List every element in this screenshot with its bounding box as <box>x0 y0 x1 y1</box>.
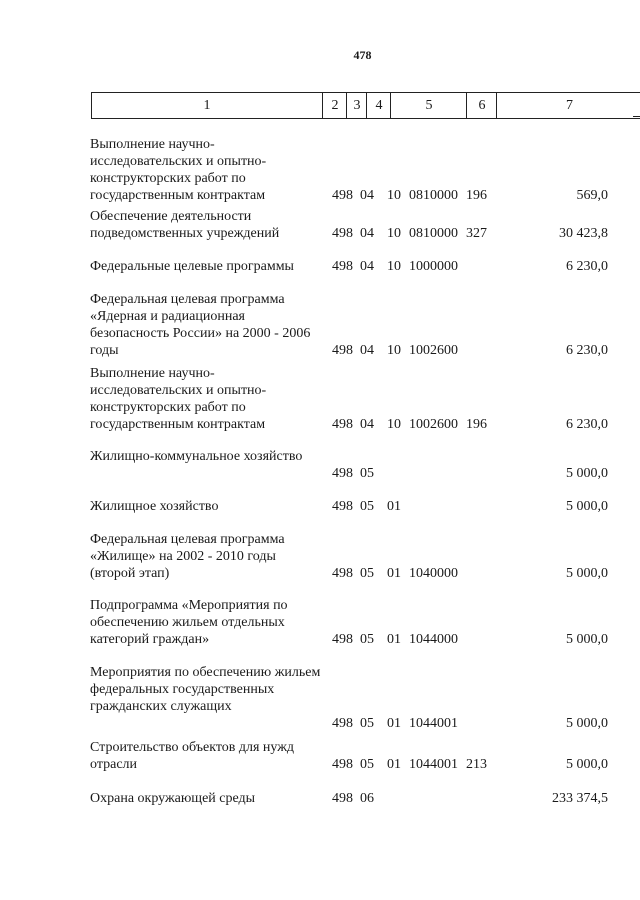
header-col-1: 1 <box>203 98 211 113</box>
row-name: Федеральная целевая программа «Жилище» на 2002 - 2010 годы (второй этап) <box>90 532 285 581</box>
row-admin-code: 498 <box>332 188 353 203</box>
row-subsection-code: 01 <box>387 757 401 772</box>
row-admin-code: 498 <box>332 417 353 432</box>
table-row <box>0 448 640 482</box>
row-name: Мероприятия по обеспечению жильем федеральных государственных гражданских служащих <box>90 665 321 714</box>
row-subsection-code: 10 <box>387 188 401 203</box>
row-name: Жилищное хозяйство <box>90 499 219 514</box>
row-amount: 5 000,0 <box>566 499 608 514</box>
row-section-code: 04 <box>360 226 374 241</box>
table-row <box>0 365 640 433</box>
row-target-code: 1002600 <box>409 343 458 358</box>
row-section-code: 06 <box>360 791 374 806</box>
row-subsection-code: 01 <box>387 716 401 731</box>
row-target-code: 1002600 <box>409 417 458 432</box>
row-name: Федеральные целевые программы <box>90 259 294 274</box>
header-col-5: 5 <box>390 93 467 118</box>
row-admin-code: 498 <box>332 632 353 647</box>
table-row <box>0 498 640 515</box>
row-amount: 569,0 <box>576 188 608 203</box>
row-subsection-code: 10 <box>387 226 401 241</box>
row-name: Федеральная целевая программа «Ядерная и радиационная безопасность России» на 2000 - 2006 годы <box>90 292 311 358</box>
row-amount: 6 230,0 <box>566 343 608 358</box>
row-admin-code: 498 <box>332 716 353 731</box>
table-row <box>0 136 640 204</box>
row-amount: 6 230,0 <box>566 259 608 274</box>
header-col-7: 7 <box>496 93 640 118</box>
row-target-code: 1044001 <box>409 716 458 731</box>
row-section-code: 04 <box>360 343 374 358</box>
row-amount: 5 000,0 <box>566 566 608 581</box>
row-amount: 5 000,0 <box>566 632 608 647</box>
row-admin-code: 498 <box>332 226 353 241</box>
row-expense-type: 196 <box>466 417 487 432</box>
header-col-3: 3 <box>346 93 367 118</box>
table-row <box>0 739 640 773</box>
row-admin-code: 498 <box>332 757 353 772</box>
row-target-code: 1044000 <box>409 632 458 647</box>
page-number: 478 <box>353 48 372 62</box>
row-admin-code: 498 <box>332 566 353 581</box>
row-subsection-code: 10 <box>387 343 401 358</box>
row-name: Выполнение научно-исследовательских и опытно-конструкторских работ по государственным контрактам <box>90 137 267 203</box>
row-amount: 6 230,0 <box>566 417 608 432</box>
row-amount: 233 374,5 <box>552 791 608 806</box>
row-expense-type: 327 <box>466 226 487 241</box>
row-name: Выполнение научно-исследовательских и опытно-конструкторских работ по государственным контрактам <box>90 366 267 432</box>
table-row <box>0 291 640 359</box>
row-section-code: 05 <box>360 757 374 772</box>
row-admin-code: 498 <box>332 259 353 274</box>
row-expense-type: 196 <box>466 188 487 203</box>
table-row <box>0 258 640 275</box>
header-col-6: 6 <box>466 93 497 118</box>
row-section-code: 05 <box>360 716 374 731</box>
row-amount: 5 000,0 <box>566 757 608 772</box>
row-admin-code: 498 <box>332 466 353 481</box>
row-target-code: 1044001 <box>409 757 458 772</box>
row-name: Охрана окружающей среды <box>90 791 256 806</box>
row-subsection-code: 10 <box>387 259 401 274</box>
row-name: Подпрограмма «Мероприятия по обеспечению жильем отдельных категорий граждан» <box>90 598 288 647</box>
table-row <box>0 531 640 582</box>
header-col-4: 4 <box>366 93 391 118</box>
row-admin-code: 498 <box>332 343 353 358</box>
table-row <box>0 664 640 732</box>
row-section-code: 04 <box>360 259 374 274</box>
row-target-code: 0810000 <box>409 188 458 203</box>
row-subsection-code: 01 <box>387 499 401 514</box>
row-subsection-code: 01 <box>387 632 401 647</box>
table-row <box>0 597 640 648</box>
row-name: Жилищно-коммунальное хозяйство <box>90 449 303 464</box>
row-section-code: 05 <box>360 499 374 514</box>
row-admin-code: 498 <box>332 791 353 806</box>
table-header <box>91 92 640 119</box>
row-target-code: 1040000 <box>409 566 458 581</box>
row-amount: 5 000,0 <box>566 716 608 731</box>
row-expense-type: 213 <box>466 757 487 772</box>
row-amount: 5 000,0 <box>566 466 608 481</box>
row-subsection-code: 01 <box>387 566 401 581</box>
table-row <box>0 790 640 807</box>
table-edge-mark <box>633 116 640 117</box>
row-subsection-code: 10 <box>387 417 401 432</box>
row-section-code: 04 <box>360 417 374 432</box>
row-section-code: 05 <box>360 466 374 481</box>
row-section-code: 04 <box>360 188 374 203</box>
row-admin-code: 498 <box>332 499 353 514</box>
table-row <box>0 208 640 242</box>
header-col-2: 2 <box>322 93 347 118</box>
row-name: Обеспечение деятельности подведомственных учреждений <box>90 209 280 241</box>
row-name: Строительство объектов для нужд отрасли <box>90 740 295 772</box>
row-section-code: 05 <box>360 566 374 581</box>
row-section-code: 05 <box>360 632 374 647</box>
row-amount: 30 423,8 <box>559 226 608 241</box>
row-target-code: 1000000 <box>409 259 458 274</box>
row-target-code: 0810000 <box>409 226 458 241</box>
